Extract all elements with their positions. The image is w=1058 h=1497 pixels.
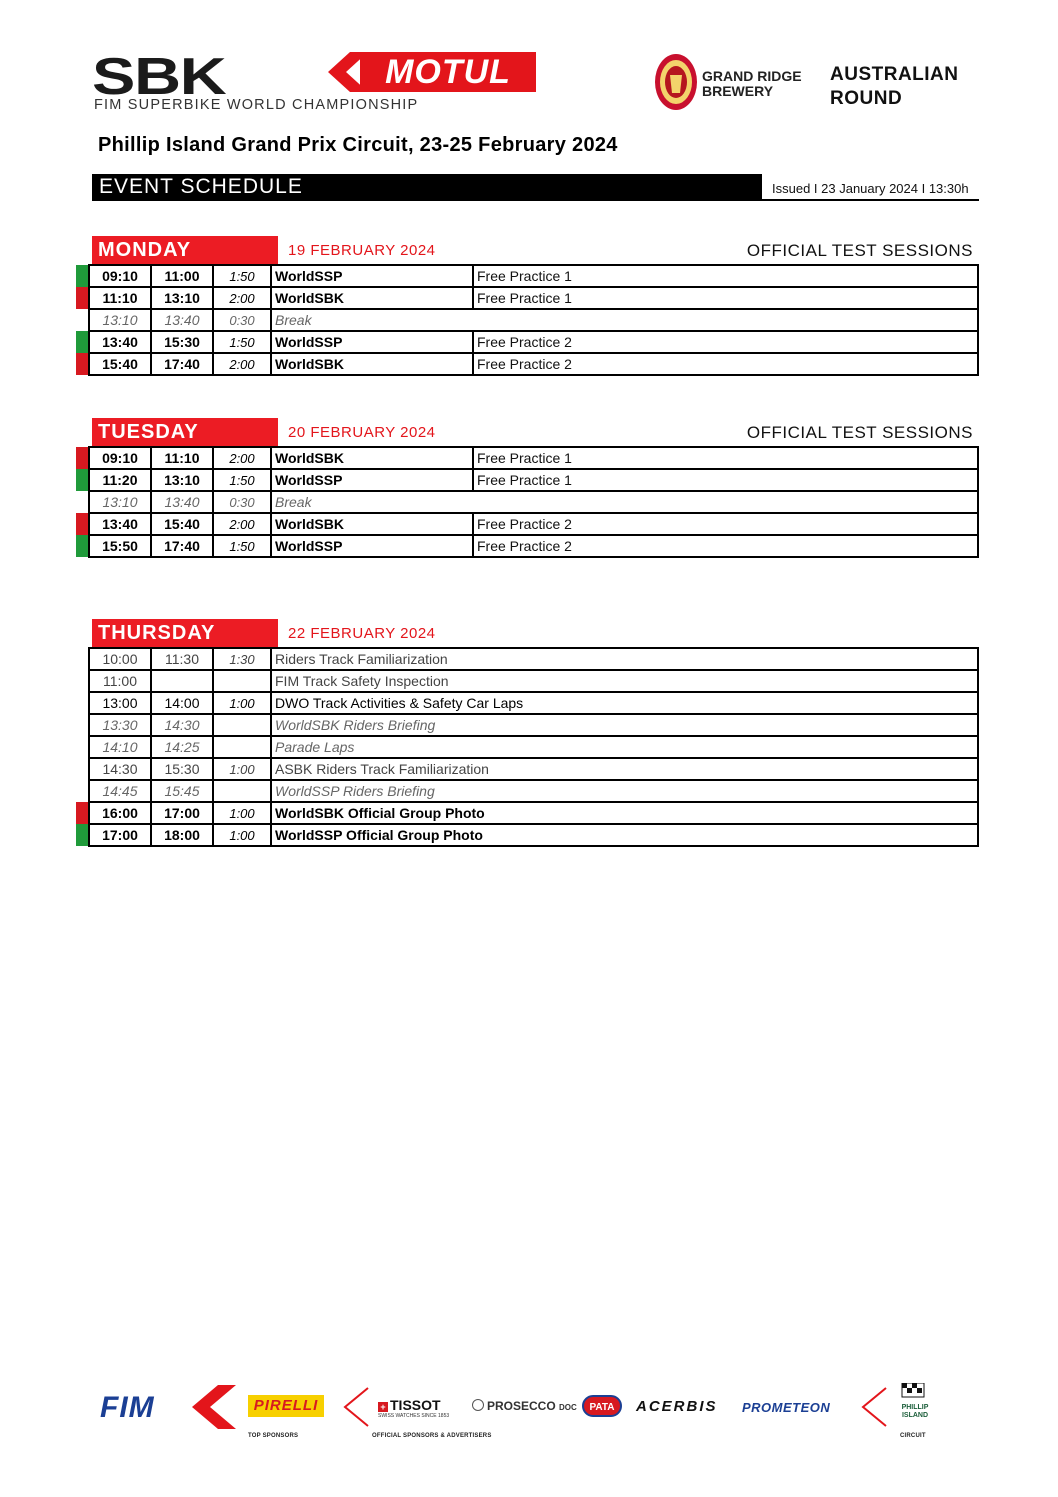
day-date: 20 FEBRUARY 2024 (288, 424, 436, 441)
class-name: WorldSBK (271, 353, 473, 375)
start-time: 17:00 (89, 824, 151, 846)
table-row (76, 513, 978, 535)
class-name: WorldSSP (271, 469, 473, 491)
session-name: Free Practice 2 (473, 331, 978, 353)
start-time: 15:50 (89, 535, 151, 557)
class-flag-none (76, 670, 89, 692)
table-row (76, 780, 978, 802)
table-row (76, 670, 978, 692)
start-time: 13:40 (89, 331, 151, 353)
table-row (76, 353, 978, 375)
activity-name: WorldSSP Official Group Photo (271, 824, 978, 846)
class-flag-green (76, 469, 89, 491)
end-time (151, 670, 213, 692)
duration (213, 736, 271, 758)
table-row (76, 287, 978, 309)
day-name: MONDAY (92, 236, 278, 264)
table-row (76, 309, 978, 331)
end-time: 17:40 (151, 535, 213, 557)
tissot-cross-icon: + (378, 1402, 388, 1412)
motul-wordmark: MOTUL (360, 52, 536, 92)
duration: 2:00 (213, 513, 271, 535)
venue-title: Phillip Island Grand Prix Circuit, 23-25 February 2024 (98, 134, 618, 156)
prosecco-seal-icon (472, 1399, 484, 1411)
duration: 1:30 (213, 648, 271, 670)
brewery-name (702, 69, 802, 99)
chevron-outline-icon (860, 1387, 888, 1427)
table-row (76, 648, 978, 670)
tissot-logo (378, 1397, 441, 1413)
tissot-tagline: SWISS WATCHES SINCE 1853 (378, 1413, 450, 1419)
session-name: Free Practice 2 (473, 535, 978, 557)
duration: 2:00 (213, 447, 271, 469)
class-flag-green (76, 535, 89, 557)
prosecco-doc-label: DOC (559, 1403, 577, 1412)
duration: 1:50 (213, 469, 271, 491)
table-row (76, 736, 978, 758)
class-flag-green (76, 265, 89, 287)
start-time: 13:30 (89, 714, 151, 736)
start-time: 14:45 (89, 780, 151, 802)
activity-name: Parade Laps (271, 736, 978, 758)
caption-official-sponsors: OFFICIAL SPONSORS & ADVERTISERS (372, 1433, 492, 1439)
end-time: 13:10 (151, 287, 213, 309)
class-name: WorldSBK (271, 513, 473, 535)
duration (213, 780, 271, 802)
table-row (76, 447, 978, 469)
class-flag-none (76, 692, 89, 714)
table-row (76, 714, 978, 736)
end-time: 11:10 (151, 447, 213, 469)
pata-logo: PATA (582, 1395, 622, 1417)
day-block-monday (76, 236, 979, 376)
session-name: Free Practice 2 (473, 513, 978, 535)
end-time: 15:45 (151, 780, 213, 802)
class-flag-none (76, 309, 89, 331)
duration: 1:00 (213, 824, 271, 846)
round-title (830, 63, 959, 111)
class-flag-green (76, 331, 89, 353)
day-block-thursday (76, 619, 979, 847)
tissot-wordmark: TISSOT (390, 1397, 441, 1413)
table-row (76, 802, 978, 824)
activity-name: WorldSBK Riders Briefing (271, 714, 978, 736)
round-line-2: ROUND (830, 88, 903, 109)
table-row (76, 758, 978, 780)
schedule-table (76, 446, 979, 558)
end-time: 15:30 (151, 331, 213, 353)
duration: 1:00 (213, 692, 271, 714)
class-flag-none (76, 758, 89, 780)
class-flag-red (76, 802, 89, 824)
duration: 1:00 (213, 758, 271, 780)
day-note: OFFICIAL TEST SESSIONS (746, 423, 973, 442)
end-time: 18:00 (151, 824, 213, 846)
duration: 1:00 (213, 802, 271, 824)
start-time: 13:10 (89, 491, 151, 513)
table-row (76, 692, 978, 714)
duration (213, 714, 271, 736)
class-flag-none (76, 714, 89, 736)
championship-name: FIM SUPERBIKE WORLD CHAMPIONSHIP (94, 97, 419, 113)
activity-name: FIM Track Safety Inspection (271, 670, 978, 692)
event-schedule-bar (92, 174, 762, 200)
session-name: Free Practice 2 (473, 353, 978, 375)
activity-name: Riders Track Familiarization (271, 648, 978, 670)
day-header (76, 236, 979, 264)
duration: 2:00 (213, 353, 271, 375)
day-header (76, 619, 979, 647)
grand-ridge-brewery-logo (654, 53, 814, 115)
start-time: 11:00 (89, 670, 151, 692)
class-flag-none (76, 491, 89, 513)
class-flag-red (76, 287, 89, 309)
day-name: THURSDAY (92, 619, 278, 647)
duration: 0:30 (213, 491, 271, 513)
header-divider (92, 199, 979, 201)
start-time: 14:30 (89, 758, 151, 780)
brewery-line-1: GRAND RIDGE (702, 68, 802, 84)
end-time: 11:30 (151, 648, 213, 670)
fim-logo: FIM (100, 1391, 155, 1424)
duration: 0:30 (213, 309, 271, 331)
end-time: 13:40 (151, 491, 213, 513)
sbk-motul-logo (92, 48, 511, 114)
session-name: Free Practice 1 (473, 469, 978, 491)
activity-name: WorldSSP Riders Briefing (271, 780, 978, 802)
checkered-flag-icon (896, 1383, 930, 1399)
class-name: WorldSSP (271, 265, 473, 287)
start-time: 11:10 (89, 287, 151, 309)
break-label: Break (271, 491, 978, 513)
brewery-line-2: BREWERY (702, 83, 774, 99)
class-flag-red (76, 513, 89, 535)
start-time: 15:40 (89, 353, 151, 375)
duration (213, 670, 271, 692)
sponsors-strip (96, 1383, 956, 1445)
day-block-tuesday (76, 418, 979, 558)
prometeon-logo: PROMETEON (742, 1400, 831, 1415)
duration: 1:50 (213, 331, 271, 353)
duration: 2:00 (213, 287, 271, 309)
activity-name: WorldSBK Official Group Photo (271, 802, 978, 824)
event-schedule-title: EVENT SCHEDULE (99, 175, 303, 198)
end-time: 14:00 (151, 692, 213, 714)
table-row (76, 469, 978, 491)
chevron-outline-icon (342, 1387, 370, 1427)
day-header (76, 418, 979, 446)
end-time: 14:25 (151, 736, 213, 758)
start-time: 09:10 (89, 265, 151, 287)
class-name: WorldSBK (271, 447, 473, 469)
caption-top-sponsors: TOP SPONSORS (248, 1433, 299, 1439)
class-flag-red (76, 447, 89, 469)
start-time: 10:00 (89, 648, 151, 670)
schedule-table (76, 264, 979, 376)
day-note: OFFICIAL TEST SESSIONS (746, 241, 973, 260)
start-time: 13:40 (89, 513, 151, 535)
start-time: 11:20 (89, 469, 151, 491)
prosecco-wordmark: PROSECCO (487, 1399, 556, 1413)
end-time: 13:40 (151, 309, 213, 331)
brewery-medal-icon (654, 53, 698, 111)
table-row (76, 265, 978, 287)
chevron-divider-icon (192, 1385, 236, 1429)
session-name: Free Practice 1 (473, 447, 978, 469)
end-time: 17:40 (151, 353, 213, 375)
session-name: Free Practice 1 (473, 265, 978, 287)
acerbis-logo: ACERBIS (636, 1398, 718, 1415)
start-time: 09:10 (89, 447, 151, 469)
activity-name: ASBK Riders Track Familiarization (271, 758, 978, 780)
activity-name: DWO Track Activities & Safety Car Laps (271, 692, 978, 714)
break-label: Break (271, 309, 978, 331)
table-row (76, 535, 978, 557)
caption-circuit: CIRCUIT (900, 1433, 926, 1439)
round-line-1: AUSTRALIAN (830, 64, 959, 85)
class-name: WorldSBK (271, 287, 473, 309)
end-time: 15:30 (151, 758, 213, 780)
day-date: 19 FEBRUARY 2024 (288, 242, 436, 259)
table-row (76, 331, 978, 353)
table-row (76, 491, 978, 513)
schedule-table (76, 647, 979, 847)
end-time: 17:00 (151, 802, 213, 824)
end-time: 13:10 (151, 469, 213, 491)
start-time: 13:10 (89, 309, 151, 331)
phillip-island-line-2: ISLAND (901, 1412, 929, 1419)
start-time: 14:10 (89, 736, 151, 758)
day-date: 22 FEBRUARY 2024 (288, 625, 436, 642)
duration: 1:50 (213, 265, 271, 287)
class-name: WorldSSP (271, 535, 473, 557)
start-time: 16:00 (89, 802, 151, 824)
phillip-island-logo (896, 1383, 934, 1420)
day-name: TUESDAY (92, 418, 278, 446)
class-flag-none (76, 648, 89, 670)
table-row (76, 824, 978, 846)
session-name: Free Practice 1 (473, 287, 978, 309)
start-time: 13:00 (89, 692, 151, 714)
sbk-wordmark: SBK (92, 48, 226, 106)
issued-date: Issued I 23 January 2024 I 13:30h (772, 181, 969, 196)
end-time: 15:40 (151, 513, 213, 535)
phillip-island-line-1: PHILLIP (901, 1404, 929, 1411)
class-flag-green (76, 824, 89, 846)
class-name: WorldSSP (271, 331, 473, 353)
prosecco-logo (472, 1399, 577, 1413)
class-flag-none (76, 780, 89, 802)
class-flag-red (76, 353, 89, 375)
end-time: 14:30 (151, 714, 213, 736)
duration: 1:50 (213, 535, 271, 557)
pirelli-logo: PIRELLI (248, 1395, 324, 1417)
end-time: 11:00 (151, 265, 213, 287)
class-flag-none (76, 736, 89, 758)
